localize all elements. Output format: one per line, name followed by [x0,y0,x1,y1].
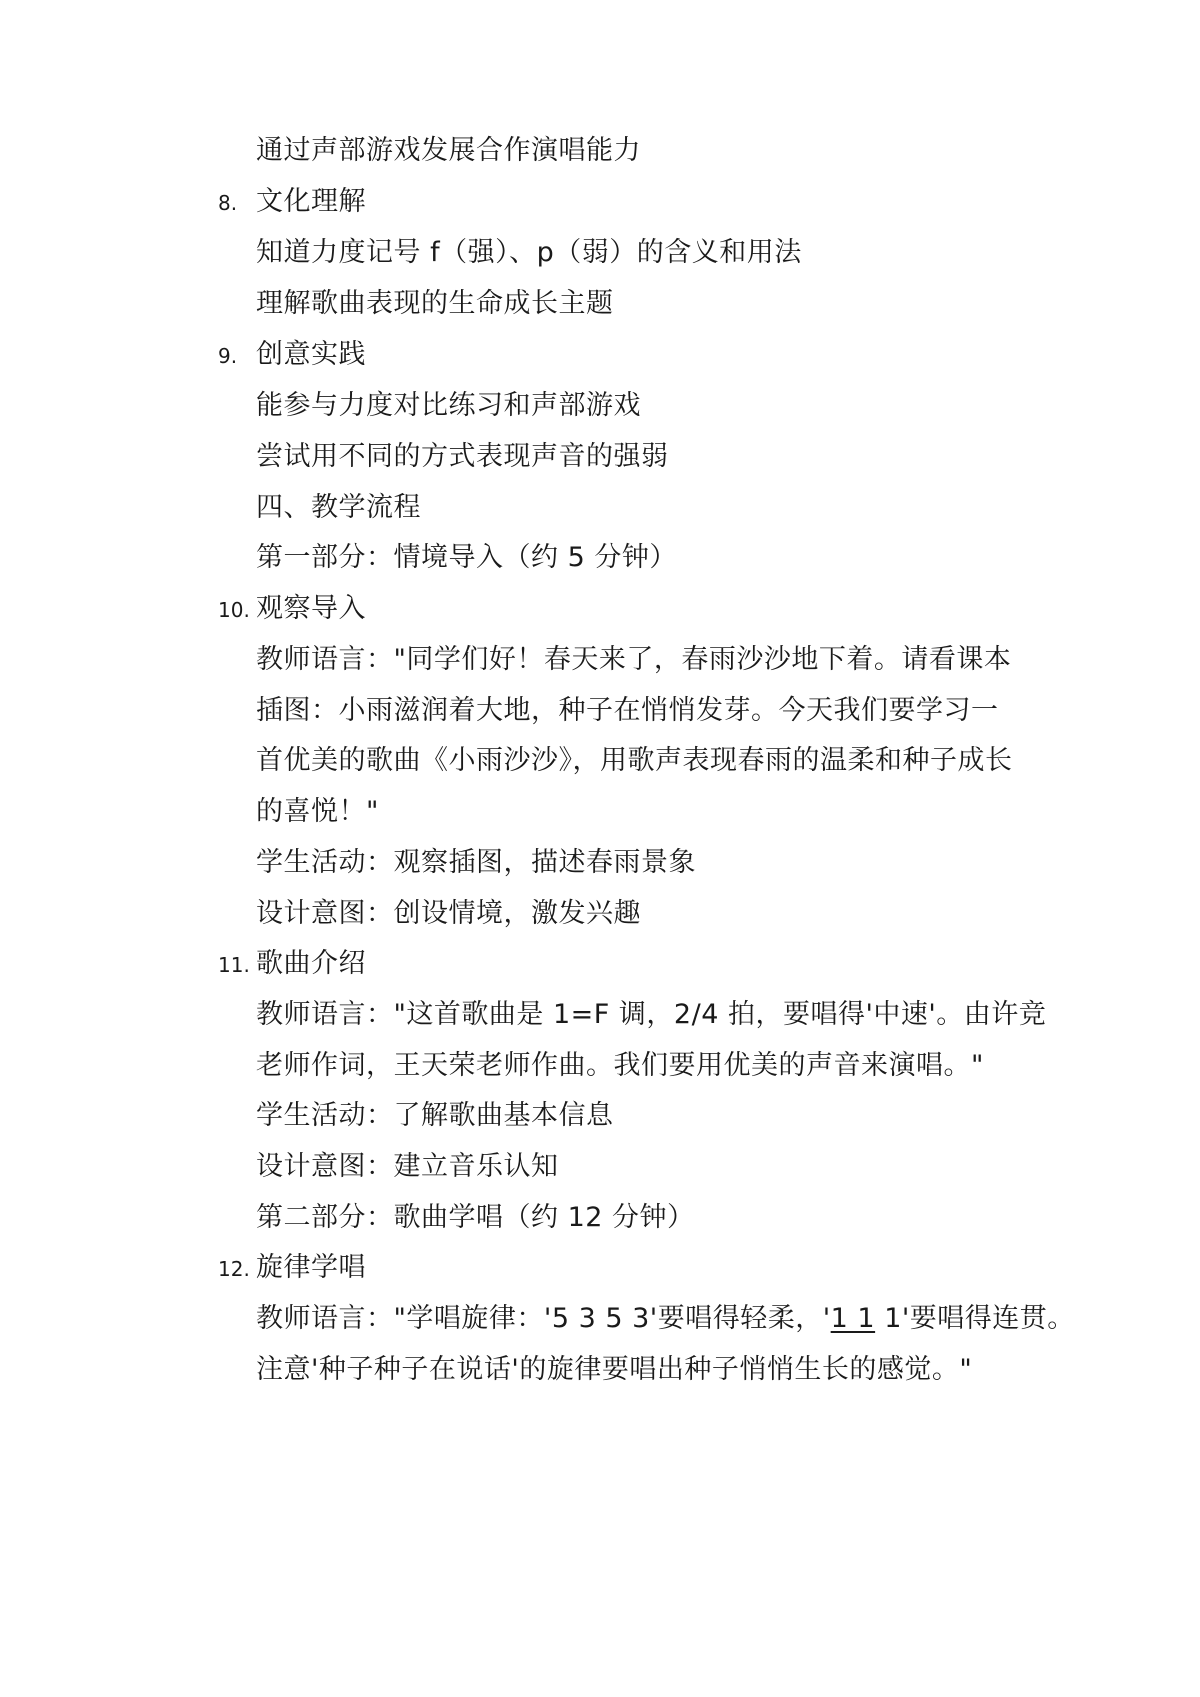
list-number: 10. [218,598,250,622]
text-line: 学生活动：观察插图，描述春雨景象 [256,847,696,878]
text-line: 通过声部游戏发展合作演唱能力 [256,135,641,166]
text-line: 能参与力度对比练习和声部游戏 [256,390,641,421]
paragraph-line: 的喜悦！" [256,796,379,827]
list-number: 12. [218,1257,250,1281]
list-number: 11. [218,953,250,977]
text-line: 尝试用不同的方式表现声音的强弱 [256,441,669,472]
list-heading: 歌曲介绍 [256,948,366,979]
text-line: 设计意图：创设情境，激发兴趣 [256,898,641,929]
paragraph-line: 教师语言："这首歌曲是 1=F 调，2/4 拍，要唱得'中速'。由许竞 [256,999,1047,1030]
paragraph-line [256,1302,1075,1336]
part-heading: 第一部分：情境导入（约 5 分钟） [256,542,677,573]
part-heading: 第二部分：歌曲学唱（约 12 分钟） [256,1202,695,1233]
paragraph-line: 首优美的歌曲《小雨沙沙》，用歌声表现春雨的温柔和种子成长 [256,745,1013,776]
list-heading: 文化理解 [256,186,366,217]
text-line: 知道力度记号 f（强）、p（弱）的含义和用法 [256,237,802,268]
text-span: 1'要唱得连贯。 [875,1303,1075,1334]
list-number: 8. [218,191,238,215]
paragraph-line: 插图：小雨滋润着大地，种子在悄悄发芽。今天我们要学习一 [256,695,999,726]
paragraph-line: 老师作词，王天荣老师作曲。我们要用优美的声音来演唱。" [256,1050,984,1081]
list-heading: 创意实践 [256,339,366,370]
text-line: 学生活动：了解歌曲基本信息 [256,1100,614,1131]
paragraph-line: 注意'种子种子在说话'的旋律要唱出种子悄悄生长的感觉。" [256,1354,973,1385]
text-span: 教师语言："学唱旋律：'5 3 5 3'要唱得轻柔，' [256,1303,831,1334]
list-heading: 旋律学唱 [256,1252,366,1283]
paragraph-line: 教师语言："同学们好！春天来了，春雨沙沙地下着。请看课本 [256,644,1012,675]
text-line: 理解歌曲表现的生命成长主题 [256,288,614,319]
underlined-notes: 1 1 [830,1303,876,1334]
text-line: 设计意图：建立音乐认知 [256,1151,559,1182]
list-number: 9. [218,344,238,368]
list-heading: 观察导入 [256,593,366,624]
section-heading: 四、教学流程 [256,492,421,523]
